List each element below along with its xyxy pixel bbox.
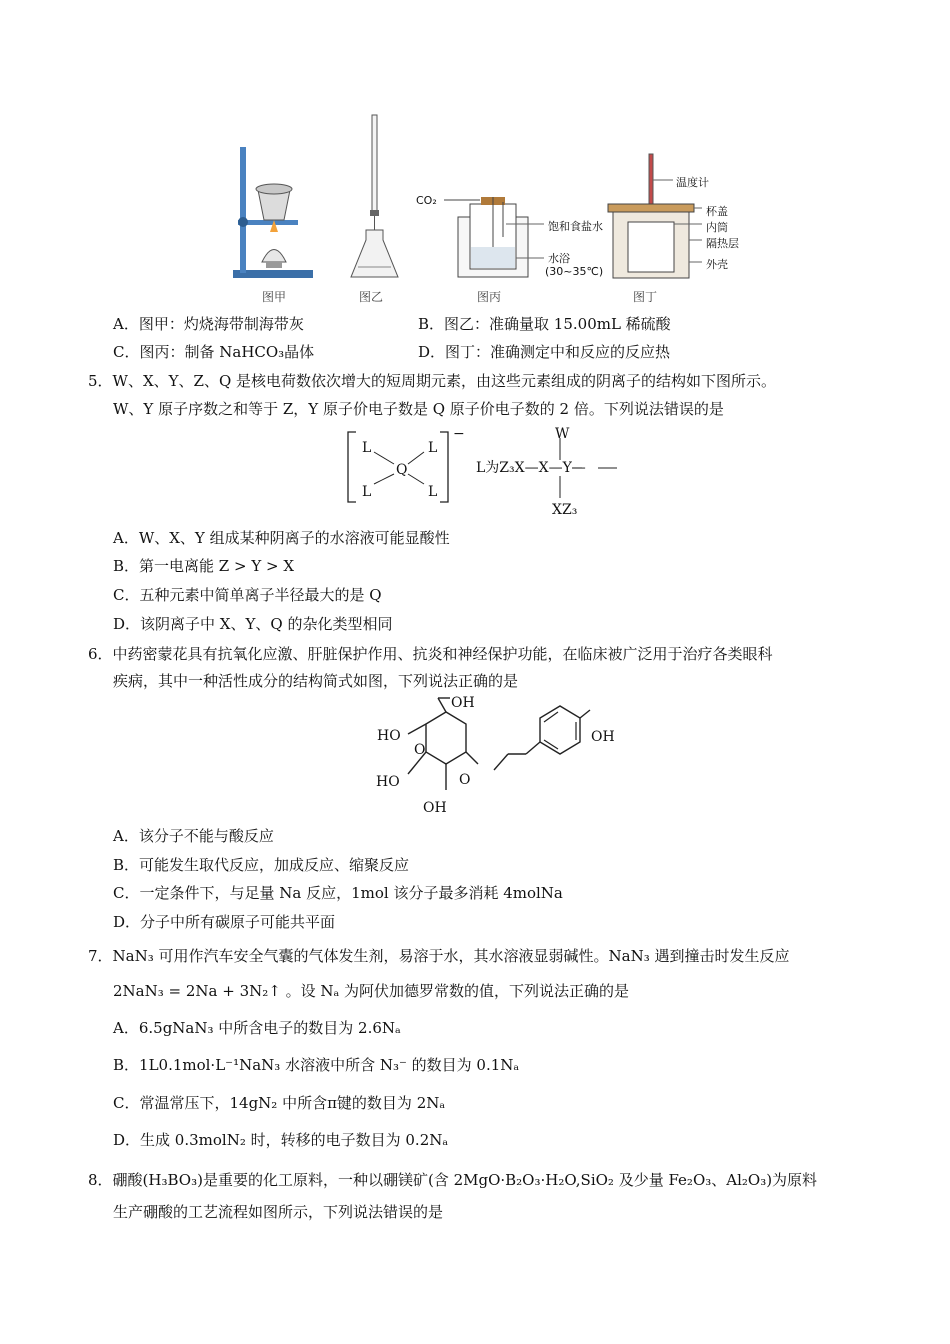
q7-option-d: D．生成 0.3molN₂ 时，转移的电子数目为 0.2Nₐ	[113, 1131, 449, 1149]
molecule-structure	[368, 694, 604, 818]
q4-option-b: B．图乙：准确量取 15.00mL 稀硫酸	[418, 315, 671, 333]
caption-jia: 图甲	[262, 290, 287, 304]
q7-stem-line1: 7．NaN₃ 可用作汽车安全气囊的气体发生剂，易溶于水，其水溶液显弱碱性。NaN₃ 遇到撞击时发生反应	[88, 947, 790, 965]
anion-charge: −	[453, 426, 465, 442]
label-co2: CO₂	[416, 194, 437, 207]
q6-option-b: B．可能发生取代反应，加成反应、缩聚反应	[113, 856, 410, 874]
mol-ether-o: O	[459, 772, 471, 788]
anion-l4: L	[428, 484, 438, 500]
q6-stem-line2: 疾病，其中一种活性成分的结构简式如图，下列说法正确的是	[113, 672, 519, 690]
q7-option-b: B．1L0.1mol·L⁻¹NaN₃ 水溶液中所含 N₃⁻ 的数目为 0.1Nₐ	[113, 1056, 520, 1074]
q5-option-b: B．第一电离能 Z > Y > X	[113, 557, 295, 575]
q5-option-c: C．五种元素中简单离子半径最大的是 Q	[113, 586, 382, 604]
apparatus-figures	[228, 112, 718, 307]
mol-oh-top: OH	[451, 695, 475, 711]
label-lid: 杯盖	[706, 205, 728, 218]
caption-yi: 图乙	[359, 290, 384, 304]
q4-option-a: A．图甲：灼烧海带制海带灰	[113, 315, 304, 333]
figure-bing	[444, 197, 544, 277]
mol-ho-upper: HO	[377, 728, 401, 744]
figure-ding	[608, 154, 702, 278]
q4-option-d: D．图丁：准确测定中和反应的反应热	[418, 343, 671, 361]
l-top-w: W	[555, 426, 570, 442]
q7-option-c: C．常温常压下，14gN₂ 中所含π键的数目为 2Nₐ	[113, 1094, 446, 1112]
anion-l3: L	[362, 484, 372, 500]
figure-jia	[233, 147, 313, 278]
q6-option-d: D．分子中所有碳原子可能共平面	[113, 913, 336, 931]
label-temp-range: (30~35℃)	[545, 265, 604, 278]
q5-option-d: D．该阴离子中 X、Y、Q 的杂化类型相同	[113, 615, 393, 633]
mol-ring-o: O	[414, 742, 426, 758]
l-definition: L为Z₃X—X—Y—	[476, 460, 586, 476]
q7-option-a: A．6.5gNaN₃ 中所含电子的数目为 2.6Nₐ	[113, 1019, 401, 1037]
caption-bing: 图丙	[477, 290, 502, 304]
mol-ho-lower: HO	[376, 774, 400, 790]
q5-option-a: A．W、X、Y 组成某种阴离子的水溶液可能显酸性	[113, 529, 450, 547]
anion-l2: L	[428, 440, 438, 456]
label-thermometer: 温度计	[676, 176, 709, 189]
q5-stem-line2: W、Y 原子序数之和等于 Z，Y 原子价电子数是 Q 原子价电子数的 2 倍。下列说法错误的是	[113, 400, 724, 418]
q8-stem-line1: 8．硼酸(H₃BO₃)是重要的化工原料，一种以硼镁矿(含 2MgO·B₂O₃·H₂O,SiO₂ 及少量 Fe₂O₃、Al₂O₃)为原料	[88, 1171, 818, 1189]
q8-stem-line2: 生产硼酸的工艺流程如图所示，下列说法错误的是	[113, 1203, 444, 1221]
q6-option-c: C．一定条件下，与足量 Na 反应，1mol 该分子最多消耗 4molNa	[113, 884, 563, 902]
mol-oh-bottom: OH	[423, 800, 447, 816]
q5-stem-line1: 5．W、X、Y、Z、Q 是核电荷数依次增大的短周期元素，由这些元素组成的阴离子的结构如下图所示。	[88, 372, 777, 390]
label-salt-water: 饱和食盐水	[548, 220, 603, 233]
q7-stem-line2: 2NaN₃ = 2Na + 3N₂↑ 。设 Nₐ 为阿伏加德罗常数的值，下列说法正确的是	[113, 982, 630, 1000]
l-bottom-xz3: XZ₃	[552, 502, 578, 518]
q6-stem-line1: 6．中药密蒙花具有抗氧化应激、肝脏保护作用、抗炎和神经保护功能，在临床被广泛用于治疗各类眼科	[88, 645, 773, 663]
caption-ding: 图丁	[633, 290, 658, 304]
anion-l1: L	[362, 440, 372, 456]
mol-oh-phenol: OH	[591, 729, 615, 745]
figure-yi	[351, 115, 398, 277]
label-outer: 外壳	[706, 258, 728, 271]
label-inner: 内筒	[706, 221, 728, 234]
label-water-bath: 水浴	[548, 252, 570, 265]
label-insulation: 隔热层	[706, 237, 739, 250]
q6-option-a: A．该分子不能与酸反应	[113, 827, 274, 845]
anion-center-q: Q	[396, 462, 408, 478]
q4-option-c: C．图丙：制备 NaHCO₃晶体	[113, 343, 315, 361]
